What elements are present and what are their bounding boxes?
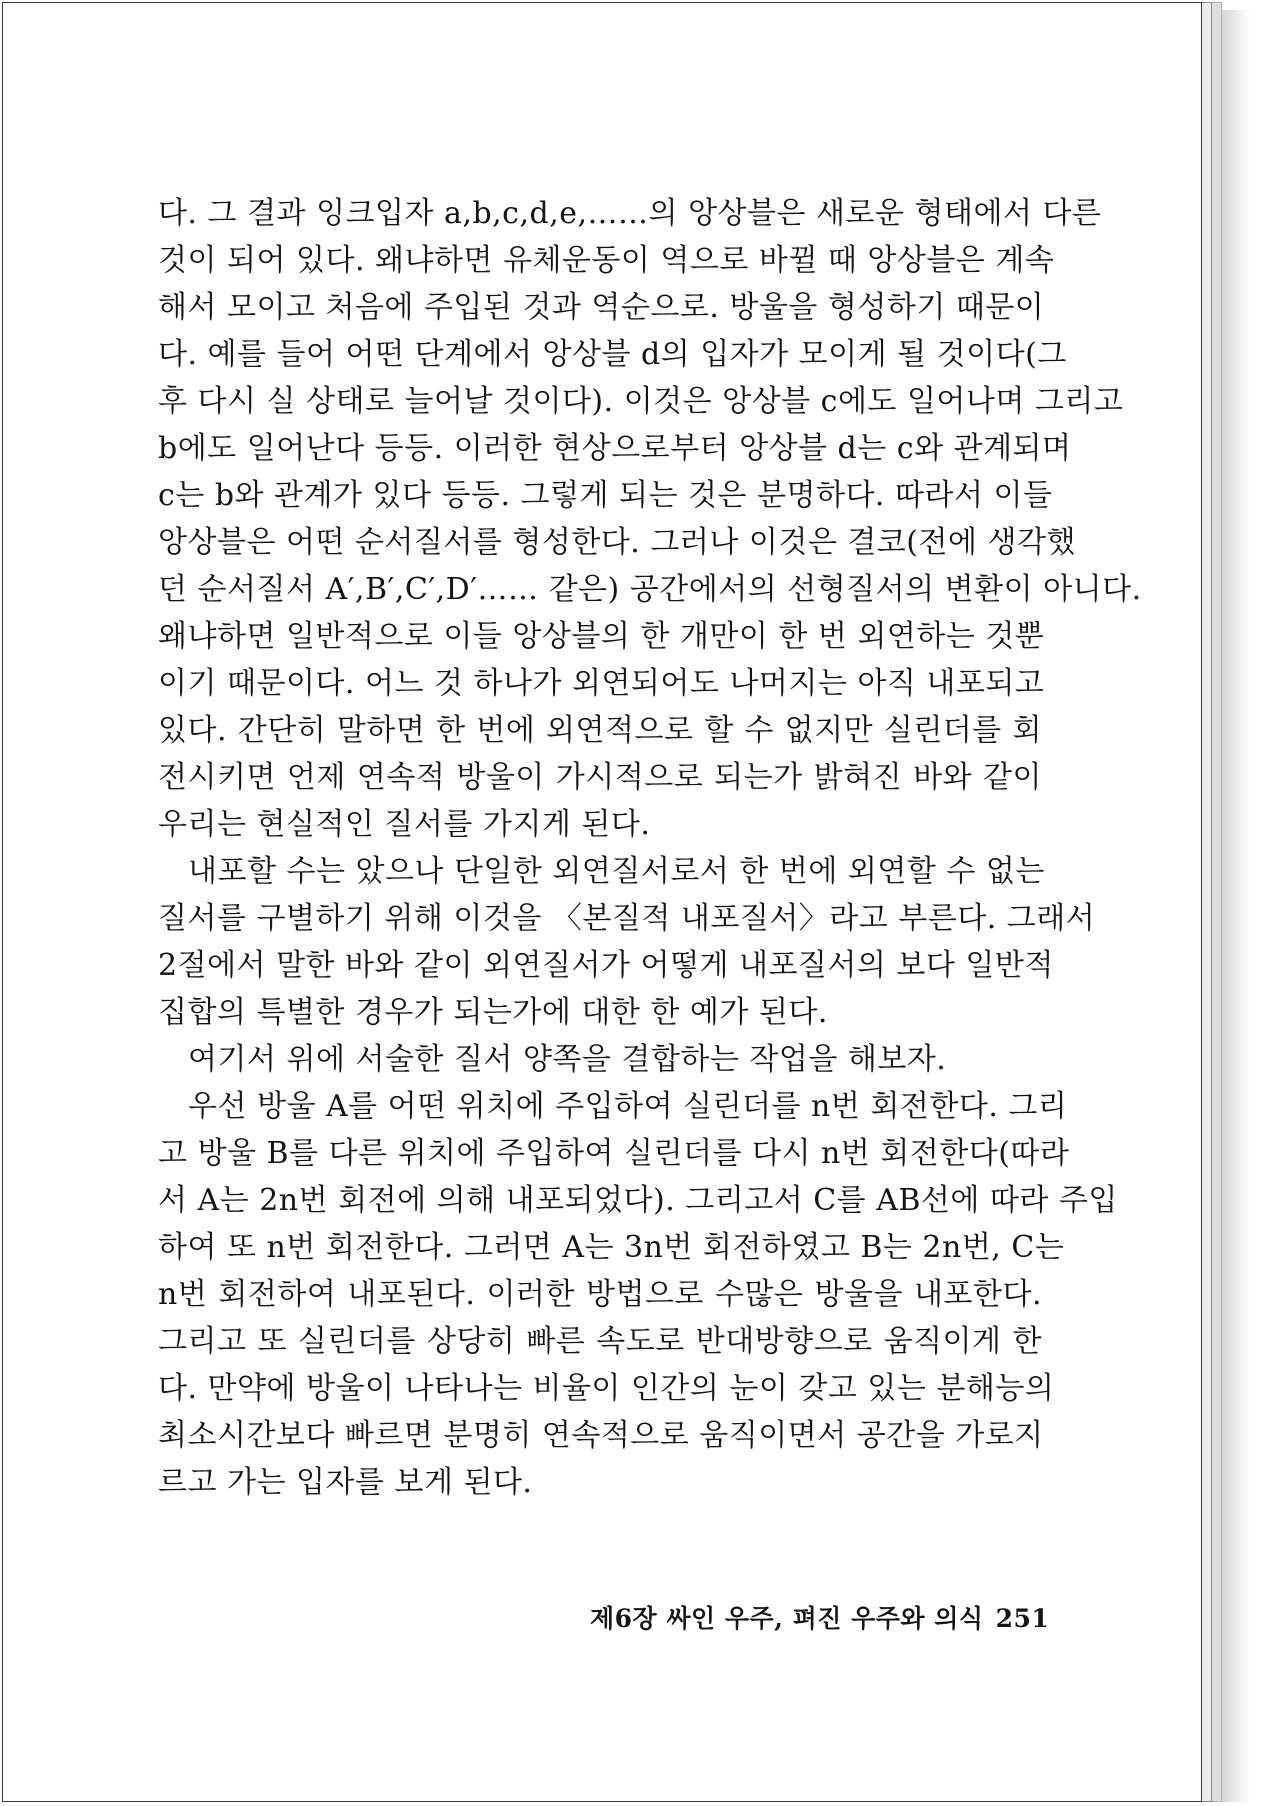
text-line: 서 A는 2n번 회전에 의해 내포되었다). 그리고서 C를 AB선에 따라 주입 [158, 1183, 1118, 1218]
text-line: 다. 그 결과 잉크입자 a,b,c,d,e,……의 앙상블은 새로운 형태에서 다른 [158, 196, 1102, 231]
text-line: 하여 또 n번 회전한다. 그러면 A는 3n번 회전하였고 B는 2n번, C는 [158, 1230, 1065, 1265]
text-line: 우리는 현실적인 질서를 가지게 된다. [158, 807, 651, 842]
text-line: 질서를 구별하기 위해 이것을 〈본질적 내포질서〉라고 부른다. 그래서 [158, 901, 1096, 936]
text-line: 그리고 또 실린더를 상당히 빠른 속도로 반대방향으로 움직이게 한 [158, 1324, 1042, 1359]
text-line: 전시키면 언제 연속적 방울이 가시적으로 되는가 밝혀진 바와 같이 [158, 760, 1042, 795]
body-text [158, 190, 1142, 1506]
text-line: 다. 예를 들어 어떤 단계에서 앙상블 d의 입자가 모이게 될 것이다(그 [158, 337, 1067, 372]
text-line: 왜냐하면 일반적으로 이들 앙상블의 한 개만이 한 번 외연하는 것뿐 [158, 619, 1045, 654]
page-footer [590, 1602, 1050, 1636]
paragraph-first-line: 여기서 위에 서술한 질서 양쪽을 결합하는 작업을 해보자. [188, 1042, 947, 1077]
text-line: 고 방울 B를 다른 위치에 주입하여 실린더를 다시 n번 회전한다(따라 [158, 1136, 1070, 1171]
text-line: 최소시간보다 빠르면 분명히 연속적으로 움직이면서 공간을 가로지 [158, 1418, 1044, 1453]
page-shadow [1222, 10, 1252, 1802]
text-line: 다. 만약에 방울이 나타나는 비율이 인간의 눈이 갖고 있는 분해능의 [158, 1371, 1055, 1406]
text-line: 이기 때문이다. 어느 것 하나가 외연되어도 나머지는 아직 내포되고 [158, 666, 1045, 701]
text-line: 집합의 특별한 경우가 되는가에 대한 한 예가 된다. [158, 995, 828, 1030]
text-line: 앙상블은 어떤 순서질서를 형성한다. 그러나 이것은 결코(전에 생각했 [158, 525, 1076, 560]
text-line: 2절에서 말한 바와 같이 외연질서가 어떻게 내포질서의 보다 일반적 [158, 948, 1054, 983]
text-line: 것이 되어 있다. 왜냐하면 유체운동이 역으로 바뀔 때 앙상블은 계속 [158, 243, 1055, 278]
text-line: 후 다시 실 상태로 늘어날 것이다). 이것은 앙상블 c에도 일어나며 그리고 [158, 384, 1124, 419]
text-line: 해서 모이고 처음에 주입된 것과 역순으로. 방울을 형성하기 때문이 [158, 290, 1045, 325]
paragraph-first-line: 우선 방울 A를 어떤 위치에 주입하여 실린더를 n번 회전한다. 그리 [188, 1089, 1068, 1124]
page-number: 251 [995, 1604, 1050, 1633]
text-line: 던 순서질서 A′,B′,C′,D′…… 같은) 공간에서의 선형질서의 변환이 아니다. [158, 572, 1142, 607]
text-line: 르고 가는 입자를 보게 된다. [158, 1465, 533, 1500]
text-line: 있다. 간단히 말하면 한 번에 외연적으로 할 수 없지만 실린더를 회 [158, 713, 1042, 748]
text-line: n번 회전하여 내포된다. 이러한 방법으로 수많은 방울을 내포한다. [158, 1277, 1042, 1312]
paragraph-first-line: 내포할 수는 았으나 단일한 외연질서로서 한 번에 외연할 수 없는 [188, 854, 1045, 889]
text-line: c는 b와 관계가 있다 등등. 그렇게 되는 것은 분명하다. 따라서 이들 [158, 478, 1053, 513]
text-line: b에도 일어난다 등등. 이러한 현상으로부터 앙상블 d는 c와 관계되며 [158, 431, 1072, 466]
running-head: 제6장 싸인 우주, 펴진 우주와 의식 [590, 1604, 984, 1633]
